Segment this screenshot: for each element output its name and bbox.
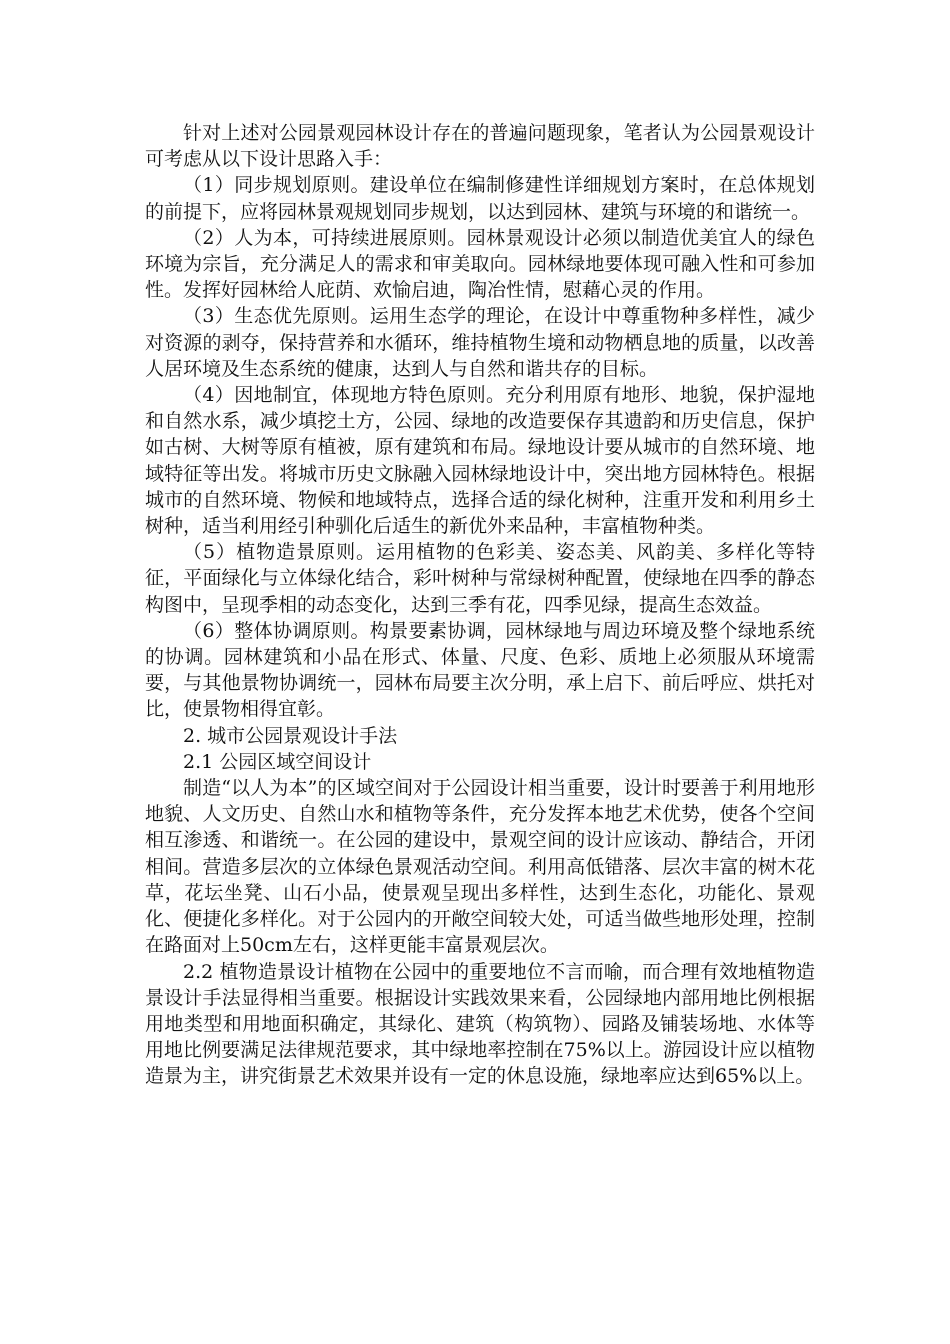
- principle-3-paragraph: （3）生态优先原则。运用生态学的理论，在设计中尊重物种多样性，减少对资源的剥夺，保持营养和水循环，维持植物生境和动物栖息地的质量，以改善人居环境及生态系统的健康，达到人与自然和谐共存的目标。: [145, 305, 815, 380]
- section-2-heading: 2. 城市公园景观设计手法: [183, 724, 398, 747]
- principle-5-paragraph: （5）植物造景原则。运用植物的色彩美、姿态美、风韵美、多样化等特征，平面绿化与立体绿化结合，彩叶树种与常绿树种配置，使绿地在四季的静态构图中，呈现季相的动态变化，达到三季有花，四季见绿，提高生态效益。: [145, 541, 815, 616]
- principle-1-paragraph: （1）同步规划原则。建设单位在编制修建性详细规划方案时，在总体规划的前提下，应将园林景观规划同步规划，以达到园林、建筑与环境的和谐统一。: [145, 174, 815, 223]
- principle-2-paragraph: （2）人为本，可持续进展原则。园林景观设计必须以制造优美宜人的绿色环境为宗旨，充分满足人的需求和审美取向。园林绿地要体现可融入性和可参加性。发挥好园林给人庇荫、欢愉启迪，陶冶性情，慰藉心灵的作用。: [145, 226, 815, 302]
- section-2-1-heading: 2.1 公园区域空间设计: [183, 750, 372, 773]
- section-2-2-paragraph: 2.2 植物造景设计植物在公园中的重要地位不言而喻，而合理有效地植物造景设计手法显得相当重要。根据设计实践效果来看，公园绿地内部用地比例根据用地类型和用地面积确定，其绿化、建筑（构筑物）、园路及铺装场地、水体等用地比例要满足法律规范要求，其中绿地率控制在75%以上。游园设计应以植物造景为主，讲究街景艺术效果并设有一定的休息设施，绿地率应达到65%以上。: [145, 960, 815, 1088]
- document-body: [145, 120, 815, 1090]
- section-2-1-paragraph: 制造“以人为本”的区域空间对于公园设计相当重要，设计时要善于利用地形地貌、人文历史、自然山水和植物等条件，充分发挥本地艺术优势，使各个空间相互渗透、和谐统一。在公园的建设中，景观空间的设计应该动、静结合，开闭相间。营造多层次的立体绿色景观活动空间。利用高低错落、层次丰富的树木花草，花坛坐凳、山石小品，使景观呈现出多样性，达到生态化，功能化、景观化、便捷化多样化。对于公园内的开敞空间较大处，可适当做些地形处理，控制在路面对上50cm左右，这样更能丰富景观层次。: [145, 777, 815, 957]
- intro-paragraph: 针对上述对公园景观园林设计存在的普遍问题现象，笔者认为公园景观设计可考虑从以下设计思路入手：: [145, 122, 815, 171]
- principle-6-paragraph: （6）整体协调原则。构景要素协调，园林绿地与周边环境及整个绿地系统的协调。园林建筑和小品在形式、体量、尺度、色彩、质地上必须服从环境需要，与其他景物协调统一，园林布局要主次分明，承上启下、前后呼应、烘托对比，使景物相得宜彰。: [145, 619, 815, 721]
- principle-4-paragraph: （4）因地制宜，体现地方特色原则。充分利用原有地形、地貌，保护湿地和自然水系，减少填挖土方，公园、绿地的改造要保存其遗韵和历史信息，保护如古树、大树等原有植被，原有建筑和布局。绿地设计要从城市的自然环境、地域特征等出发。将城市历史文脉融入园林绿地设计中，突出地方园林特色。根据城市的自然环境、物候和地域特点，选择合适的绿化树种，注重开发和利用乡土树种，适当利用经引种驯化后适生的新优外来品种，丰富植物种类。: [145, 384, 815, 538]
